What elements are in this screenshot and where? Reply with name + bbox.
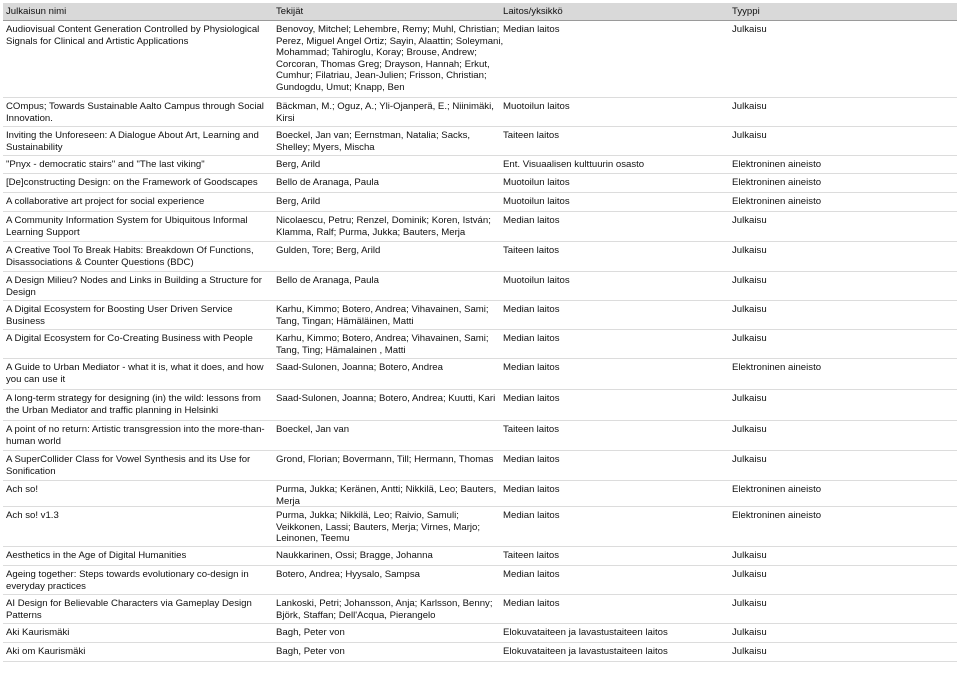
row-unit: Muotoilun laitos (503, 101, 570, 112)
row-unit: Median laitos (503, 598, 560, 609)
row-title: A Digital Ecosystem for Boosting User Driven Service Business (6, 304, 233, 327)
row-unit: Median laitos (503, 484, 560, 495)
table-row[interactable] (3, 272, 957, 301)
table-row[interactable] (3, 330, 957, 359)
row-type: Julkaisu (732, 130, 767, 141)
table-row[interactable] (3, 547, 957, 566)
row-title: Ach so! (6, 484, 38, 495)
row-authors: Bello de Aranaga, Paula (276, 275, 379, 286)
row-unit: Median laitos (503, 362, 560, 373)
row-type: Julkaisu (732, 24, 767, 35)
row-unit: Elokuvataiteen ja lavastustaiteen laitos (503, 627, 668, 638)
row-unit: Taiteen laitos (503, 550, 559, 561)
table-row[interactable] (3, 643, 957, 662)
row-title: A Digital Ecosystem for Co-Creating Business with People (6, 333, 253, 344)
row-authors: Botero, Andrea; Hyysalo, Sampsa (276, 569, 420, 580)
row-authors: Bagh, Peter von (276, 646, 345, 657)
row-authors: Boeckel, Jan van (276, 424, 350, 435)
row-authors: Nicolaescu, Petru; Renzel, Dominik; Koren, István; Klamma, Ralf; Purma, Jukka; Bauters, Merja (276, 215, 491, 238)
row-type: Julkaisu (732, 101, 767, 112)
row-unit: Median laitos (503, 569, 560, 580)
row-unit: Taiteen laitos (503, 130, 559, 141)
row-authors: Boeckel, Jan van; Eernstman, Natalia; Sacks, Shelley; Myers, Mischa (276, 130, 471, 153)
row-authors: Naukkarinen, Ossi; Bragge, Johanna (276, 550, 433, 561)
row-title: A SuperCollider Class for Vowel Synthesis and its Use for Sonification (6, 454, 251, 477)
row-unit: Taiteen laitos (503, 424, 559, 435)
row-type: Julkaisu (732, 569, 767, 580)
table-row[interactable] (3, 507, 957, 547)
table-header (3, 3, 957, 21)
row-type: Julkaisu (732, 424, 767, 435)
table-row[interactable] (3, 21, 957, 98)
table-row[interactable] (3, 481, 957, 507)
row-authors: Berg, Arild (276, 159, 321, 170)
row-type: Julkaisu (732, 333, 767, 344)
row-title: Ageing together: Steps towards evolutionary co-design in everyday practices (6, 569, 249, 592)
row-type: Elektroninen aineisto (732, 510, 822, 521)
row-authors: Berg, Arild (276, 196, 321, 207)
row-title: AI Design for Believable Characters via Gameplay Design Patterns (6, 598, 252, 621)
row-authors: Gulden, Tore; Berg, Arild (276, 245, 381, 256)
table-row[interactable] (3, 421, 957, 451)
row-authors: Bagh, Peter von (276, 627, 345, 638)
table-row[interactable] (3, 359, 957, 390)
row-type: Elektroninen aineisto (732, 159, 822, 170)
row-authors: Purma, Jukka; Nikkilä, Leo; Raivio, Samuli; Veikkonen, Lassi; Bauters, Merja; Virnes, Marjo; Leinonen, Teemu (276, 510, 481, 544)
row-title: Inviting the Unforeseen: A Dialogue About Art, Learning and Sustainability (6, 130, 259, 153)
row-authors: Grond, Florian; Bovermann, Till; Hermann, Thomas (276, 454, 494, 465)
table-row[interactable] (3, 212, 957, 242)
row-unit: Muotoilun laitos (503, 196, 570, 207)
table-row[interactable] (3, 301, 957, 330)
row-authors: Saad-Sulonen, Joanna; Botero, Andrea (276, 362, 443, 373)
header-unit[interactable]: Laitos/yksikkö (503, 6, 563, 17)
row-unit: Ent. Visuaalisen kulttuurin osasto (503, 159, 645, 170)
row-type: Julkaisu (732, 245, 767, 256)
table-row[interactable] (3, 451, 957, 481)
row-type: Julkaisu (732, 304, 767, 315)
row-unit: Median laitos (503, 215, 560, 226)
row-type: Julkaisu (732, 215, 767, 226)
row-authors: Lankoski, Petri; Johansson, Anja; Karlsson, Benny; Björk, Staffan; Dell'Acqua, Pierangelo (276, 598, 493, 621)
row-unit: Median laitos (503, 24, 560, 35)
table-row[interactable] (3, 193, 957, 212)
row-authors: Bäckman, M.; Oguz, A.; Yli-Ojanperä, E.; Niinimäki, Kirsi (276, 101, 494, 124)
row-unit: Muotoilun laitos (503, 275, 570, 286)
table-row[interactable] (3, 624, 957, 643)
header-title[interactable]: Julkaisun nimi (6, 6, 67, 17)
row-authors: Karhu, Kimmo; Botero, Andrea; Vihavainen, Sami; Tang, Ting; Hämalainen , Matti (276, 333, 489, 356)
row-type: Elektroninen aineisto (732, 484, 822, 495)
row-type: Julkaisu (732, 627, 767, 638)
row-title: A point of no return: Artistic transgression into the more-than-human world (6, 424, 265, 447)
row-type: Julkaisu (732, 598, 767, 609)
row-authors: Benovoy, Mitchel; Lehembre, Remy; Muhl, Christian; Perez, Miguel Angel Ortiz; Sayin, Alaattin; Soleymani, Mohammad; Tahiroglu, Koray; Brouse, Andrew; Corcoran, Thomas Greg; Drayson, Hannah; Erkut, Cumhur; Filatriau, Jean-Julien; Frisson, Christian; Gundogdu, Umut; Knapp, Ben (276, 24, 504, 93)
row-title: COmpus; Towards Sustainable Aalto Campus through Social Innovation. (6, 101, 264, 124)
row-title: Aki Kaurismäki (6, 627, 70, 638)
row-type: Julkaisu (732, 646, 767, 657)
row-title: A Creative Tool To Break Habits: Breakdown Of Functions, Disassociations & Counter Questions (BDC) (6, 245, 254, 268)
row-type: Elektroninen aineisto (732, 177, 822, 188)
row-unit: Elokuvataiteen ja lavastustaiteen laitos (503, 646, 668, 657)
table-row[interactable] (3, 98, 957, 127)
row-authors: Bello de Aranaga, Paula (276, 177, 379, 188)
row-authors: Purma, Jukka; Keränen, Antti; Nikkilä, Leo; Bauters, Merja (276, 484, 497, 507)
row-unit: Median laitos (503, 454, 560, 465)
row-title: A Guide to Urban Mediator - what it is, what it does, and how you can use it (6, 362, 264, 385)
row-unit: Muotoilun laitos (503, 177, 570, 188)
table-row[interactable] (3, 390, 957, 421)
row-authors: Karhu, Kimmo; Botero, Andrea; Vihavainen, Sami; Tang, Tingan; Hämäläinen, Matti (276, 304, 489, 327)
row-title: [De]constructing Design: on the Framework of Goodscapes (6, 177, 258, 188)
table-row[interactable] (3, 242, 957, 272)
row-title: Audiovisual Content Generation Controlled by Physiological Signals for Clinical and Artistic Applications (6, 24, 260, 47)
row-title: A long-term strategy for designing (in) the wild: lessons from the Urban Mediator and traffic planning in Helsinki (6, 393, 261, 416)
row-type: Elektroninen aineisto (732, 362, 822, 373)
row-unit: Median laitos (503, 333, 560, 344)
row-title: Ach so! v1.3 (6, 510, 59, 521)
publications-table (3, 3, 957, 662)
table-row[interactable] (3, 156, 957, 174)
row-unit: Median laitos (503, 304, 560, 315)
header-type[interactable]: Tyyppi (732, 6, 760, 17)
row-title: A collaborative art project for social experience (6, 196, 205, 207)
table-body (3, 21, 957, 662)
table-row[interactable] (3, 127, 957, 156)
row-title: "Pnyx - democratic stairs" and "The last viking" (6, 159, 205, 170)
row-type: Elektroninen aineisto (732, 196, 822, 207)
row-type: Julkaisu (732, 275, 767, 286)
row-type: Julkaisu (732, 550, 767, 561)
table-row[interactable] (3, 174, 957, 193)
header-authors[interactable]: Tekijät (276, 6, 304, 17)
table-row[interactable] (3, 595, 957, 624)
row-authors: Saad-Sulonen, Joanna; Botero, Andrea; Kuutti, Kari (276, 393, 496, 404)
table-row[interactable] (3, 566, 957, 595)
row-title: Aesthetics in the Age of Digital Humanities (6, 550, 187, 561)
row-type: Julkaisu (732, 454, 767, 465)
row-title: Aki om Kaurismäki (6, 646, 86, 657)
row-unit: Taiteen laitos (503, 245, 559, 256)
row-title: A Design Milieu? Nodes and Links in Building a Structure for Design (6, 275, 262, 298)
row-unit: Median laitos (503, 510, 560, 521)
row-type: Julkaisu (732, 393, 767, 404)
row-unit: Median laitos (503, 393, 560, 404)
row-title: A Community Information System for Ubiquitous Informal Learning Support (6, 215, 248, 238)
